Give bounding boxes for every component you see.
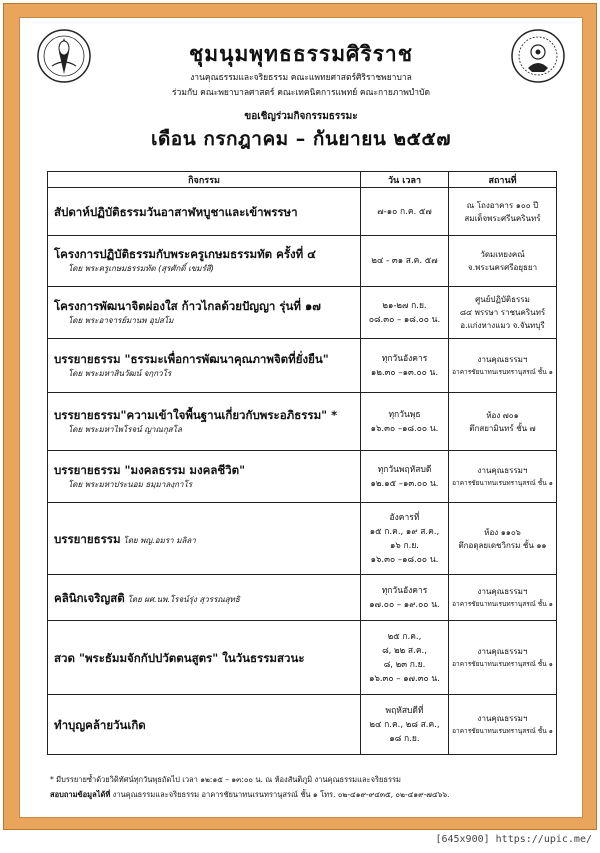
place-line: งานคุณธรรมฯ xyxy=(477,646,528,656)
date-line: ๑๖.๓๐ –๑๘.๐๐ น. xyxy=(370,554,439,565)
activity-cell xyxy=(48,621,361,695)
place-line: จ.พระนครศรีอยุธยา xyxy=(467,263,538,272)
date-line: อังคารที่ xyxy=(389,512,420,523)
table-row xyxy=(48,503,557,575)
col-header-datetime: วัน เวลา xyxy=(361,172,449,188)
activity-speaker: โดย พญ.อมรา มลิลา xyxy=(123,535,196,545)
date-line: ๒๕ ก.ค., xyxy=(387,631,422,642)
orange-frame xyxy=(3,3,597,830)
activity-cell xyxy=(48,236,361,287)
table-row xyxy=(48,236,557,287)
activity-cell xyxy=(48,188,361,236)
table-row xyxy=(48,339,557,393)
date-line: ๑๖.๓๐ –๑๘.๐๐ น. xyxy=(370,423,439,434)
place-line: วัดมเหยงคณ์ xyxy=(480,250,525,259)
place-line: อ.แก่งหางแมว จ.จันทบุรี xyxy=(460,321,545,330)
activity-title: ทำบุญคล้ายวันเกิด xyxy=(54,717,146,732)
place-line: งานคุณธรรมฯ xyxy=(477,465,528,475)
place-line: อาคารชัยนาทนเรนทรานุสรณ์ ชั้น ๑ xyxy=(452,478,553,487)
date-cell xyxy=(361,451,449,503)
date-line: ทุกวันอังคาร xyxy=(381,585,428,596)
table-row xyxy=(48,575,557,621)
place-line: อาคารชัยนาทนเรนทรานุสรณ์ ชั้น ๑ xyxy=(452,659,553,668)
col-header-activity: กิจกรรม xyxy=(48,172,361,188)
col-header-place: สถานที่ xyxy=(449,172,557,188)
table-row xyxy=(48,695,557,755)
activity-speaker: โดย พระมหาสินวัฒน์ จกฺกวโร xyxy=(68,368,172,378)
activity-speaker: โดย พระมหาประนอม ธมฺมาลงฺกาโร xyxy=(68,479,193,489)
place-cell xyxy=(449,621,557,695)
date-line: ๘, ๒๓ ก.ย. xyxy=(383,659,426,670)
place-cell xyxy=(449,236,557,287)
place-line: ณ โถงอาคาร ๑๐๐ ปี xyxy=(466,200,539,210)
activity-title: บรรยายธรรม "ธรรมะเพื่อการพัฒนาคุณภาพจิตที่ยั่งยืน" xyxy=(54,351,329,366)
org-subtitle-2: ร่วมกับ คณะพยาบาลศาสตร์ คณะเทคนิคการแพทย์ คณะกายภาพบำบัด xyxy=(172,88,430,98)
date-cell xyxy=(361,575,449,621)
activity-title: บรรยายธรรม"ความเข้าใจพื้นฐานเกี่ยวกับพระอภิธรรม" * xyxy=(54,407,338,422)
date-line: พฤหัสบดีที่ xyxy=(385,705,424,716)
date-cell xyxy=(361,188,449,236)
date-line: ๑๗.๐๐ – ๑๙.๐๐ น. xyxy=(369,599,440,610)
activity-table xyxy=(47,171,557,755)
place-line: ตึกอดุลยเดชวิกรม ชั้น ๑๑ xyxy=(458,540,547,550)
date-cell xyxy=(361,287,449,339)
place-line: ห้อง ๑๑๐๖ xyxy=(484,527,521,537)
date-line: ทุกวันอังคาร xyxy=(381,353,428,364)
date-cell xyxy=(361,393,449,451)
activity-cell xyxy=(48,451,361,503)
date-line: ๑๕ ก.ค., ๑๙ ส.ค., xyxy=(369,526,440,537)
contact-label: สอบถามข้อมูลได้ที่ xyxy=(50,790,111,799)
place-line: อาคารชัยนาทนเรนทรานุสรณ์ ชั้น ๑ xyxy=(452,726,553,735)
place-cell xyxy=(449,339,557,393)
date-cell xyxy=(361,236,449,287)
place-line: สมเด็จพระศรีนครินทร์ xyxy=(464,213,541,223)
activity-title: คลินิกเจริญสติ xyxy=(54,590,125,605)
poster-sheet xyxy=(19,17,583,818)
place-cell xyxy=(449,695,557,755)
date-line: ทุกวันพุธ xyxy=(388,409,421,420)
invitation-text: ขอเชิญร่วมกิจกรรมธรรมะ xyxy=(244,111,358,122)
org-subtitle-1: งานคุณธรรมและจริยธรรม คณะแพทยศาสตร์ศิริราชพยาบาล xyxy=(190,73,412,83)
table-header-row xyxy=(48,172,557,188)
date-cell xyxy=(361,339,449,393)
place-line: งานคุณธรรมฯ xyxy=(477,354,528,364)
org-name: ชุมนุมพุทธธรรมศิริราช xyxy=(189,42,413,66)
place-cell xyxy=(449,188,557,236)
date-line: ๗-๑๐ ก.ค. ๕๗ xyxy=(377,206,432,217)
place-line: ตึกสยามินทร์ ชั้น ๗ xyxy=(469,423,536,433)
date-cell xyxy=(361,503,449,575)
date-line: ๑๒.๓๐ –๑๓.๐๐ น. xyxy=(370,367,439,378)
watermark-text: [645x900] https://upic.me/ xyxy=(435,834,592,845)
date-line: ๑๖ ก.ย. xyxy=(389,540,420,551)
date-line: ๒๔ ก.ค., ๒๘ ส.ค., xyxy=(369,719,440,730)
place-cell xyxy=(449,575,557,621)
place-cell xyxy=(449,287,557,339)
table-row xyxy=(48,621,557,695)
activity-cell xyxy=(48,287,361,339)
contact-details: งานคุณธรรมและจริยธรรม อาคารชัยนาทนเรนทรานุสรณ์ ชั้น ๑ โทร. ๐๒-๔๑๙-๙๔๓๕, ๐๒-๔๑๙-๗๔๖๖. xyxy=(110,790,450,799)
place-line: อาคารชัยนาทนเรนทรานุสรณ์ ชั้น ๑ xyxy=(452,599,553,608)
activity-title: โครงการปฏิบัติธรรมกับพระครูเกษมธรรมทัต ครั้งที่ ๔ xyxy=(54,247,316,261)
activity-title: บรรยายธรรม xyxy=(54,531,121,546)
date-line: ทุกวันพฤหัสบดี xyxy=(377,464,432,475)
month-title: เดือน กรกฎาคม – กันยายน ๒๕๕๗ xyxy=(150,128,452,150)
date-cell xyxy=(361,695,449,755)
activity-cell xyxy=(48,575,361,621)
date-line: ๑๘ ก.ย. xyxy=(389,733,420,744)
footnote-contact xyxy=(50,789,450,801)
place-line: ห้อง ๗๐๑ xyxy=(486,410,519,420)
activity-title: สัปดาห์ปฏิบัติธรรมวันอาสาฬหบูชาและเข้าพรรษา xyxy=(54,204,298,219)
activity-cell xyxy=(48,695,361,755)
place-line: อาคารชัยนาทนเรนทรานุสรณ์ ชั้น ๑ xyxy=(452,367,553,376)
place-cell xyxy=(449,503,557,575)
footnote-rerun: * มีบรรยายซ้ำด้วยวิดิทัศน์ทุกวันพุธถัดไป เวลา ๑๒:๑๕ – ๑๓:๐๐ น. ณ ห้องสันติภูมิ งานคุณธรรมและจริยธรรม xyxy=(50,775,401,784)
activity-title: สวด "พระธัมมจักกัปปวัตตนสูตร" ในวันธรรมสวนะ xyxy=(54,650,305,665)
date-line: ๑๒.๑๕ –๑๓.๐๐ น. xyxy=(370,478,439,489)
activity-speaker: โดย พระครูเกษมธรรมทัต (สุรศักดิ์ เขมรํสี) xyxy=(68,264,214,273)
activity-speaker: โดย พระมหาไพโรจน์ ญาณกุสโล xyxy=(68,424,182,434)
date-line: ๒๑-๒๗ ก.ย. xyxy=(382,300,427,311)
date-line: ๘, ๒๒ ส.ค., xyxy=(382,645,427,656)
activity-speaker: โดย พระอาจารย์มานพ อุปสโม xyxy=(68,315,174,325)
table-row xyxy=(48,188,557,236)
date-line: ๑๖.๓๐ – ๑๗.๓๐ น. xyxy=(369,673,440,684)
place-line: งานคุณธรรมฯ xyxy=(477,586,528,596)
activity-cell xyxy=(48,503,361,575)
activity-title: บรรยายธรรม "มงคลธรรม มงคลชีวิต" xyxy=(54,462,246,477)
place-cell xyxy=(449,393,557,451)
date-cell xyxy=(361,621,449,695)
place-line: ๘๔ พรรษา ราชนครินทร์ xyxy=(459,308,546,317)
date-line: ๒๔ - ๓๑ ส.ค. ๕๗ xyxy=(371,256,438,266)
activity-cell xyxy=(48,339,361,393)
place-line: ศูนย์ปฏิบัติธรรม xyxy=(475,295,530,304)
table-row xyxy=(48,393,557,451)
place-cell xyxy=(449,451,557,503)
table-row xyxy=(48,287,557,339)
activity-title: โครงการพัฒนาจิตผ่องใส ก้าวไกลด้วยปัญญา รุ่นที่ ๑๗ xyxy=(54,298,321,313)
place-line: งานคุณธรรมฯ xyxy=(477,713,528,723)
activity-speaker: โดย ผศ.นพ.โรจน์รุ่ง สุวรรณสุทธิ xyxy=(127,594,240,604)
date-line: ๐๘.๓๐ – ๑๘.๐๐ น. xyxy=(368,314,441,325)
activity-cell xyxy=(48,393,361,451)
table-row xyxy=(48,451,557,503)
